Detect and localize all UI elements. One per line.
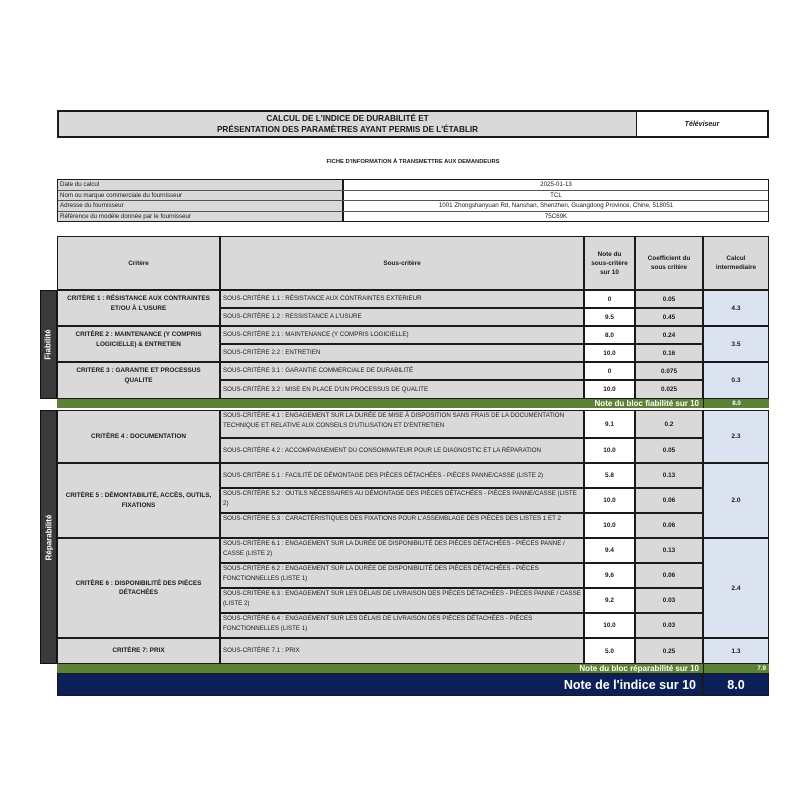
critere-label: CRITÈRE 2 : MAINTENANCE (Y COMPRIS LOGICIELLE) & ENTRETIEN (57, 326, 220, 362)
calcul-intermediaire: 3.5 (703, 326, 769, 362)
header-coef (635, 236, 703, 290)
sous-critere-coef: 0.16 (635, 344, 703, 362)
sous-critere-note: 9.5 (584, 308, 635, 326)
header-note-line: Note du (597, 250, 622, 258)
sous-critere-label: SOUS-CRITÈRE 6.3 : ENGAGEMENT SUR LES DÉLAIS DE LIVRAISON DES PIÈCES DÉTACHÉES - PIÈCES PANNE / CASSE (LISTE 2) (220, 588, 584, 613)
sous-critere-coef: 0.13 (635, 463, 703, 488)
sous-critere-label: SOUS-CRITÈRE 5.2 : OUTILS NÉCESSAIRES AU DÉMONTAGE DES PIÈCES DÉTACHÉES - PIÈCES PANNE/CASSE (LISTE 2) (220, 488, 584, 513)
sous-critere-coef: 0.24 (635, 326, 703, 344)
sous-critere-coef: 0.06 (635, 488, 703, 513)
subtitle: FICHE D'INFORMATION À TRANSMETTRE AUX DEMANDEURS (326, 159, 500, 165)
sous-critere-note: 10.0 (584, 438, 635, 463)
sous-critere-coef: 0.06 (635, 513, 703, 538)
sous-critere-note: 9.6 (584, 563, 635, 588)
sous-critere-coef: 0.025 (635, 380, 703, 399)
sous-critere-note: 0 (584, 362, 635, 380)
sous-critere-coef: 0.06 (635, 563, 703, 588)
sous-critere-coef: 0.05 (635, 290, 703, 308)
sous-critere-label: SOUS-CRITÈRE 1.1 : RÉSISTANCE AUX CONTRAINTES EXTERIEUR (220, 290, 584, 308)
title-line-2: PRÉSENTATION DES PARAMÈTRES AYANT PERMIS DE L'ÉTABLIR (216, 125, 479, 134)
info-label: Adresse du fournisseur (58, 201, 344, 211)
block-total-label-fiabilite: Note du bloc fiabilité sur 10 (57, 399, 703, 408)
sous-critere-label: SOUS-CRITÈRE 3.2 : MISE EN PLACE D'UN PROCESSUS DE QUALITE (220, 380, 584, 399)
calcul-intermediaire: 2.4 (703, 538, 769, 638)
calcul-intermediaire: 2.0 (703, 463, 769, 538)
critere-label: CRITERE 3 : GARANTIE ET PROCESSUS QUALITE (57, 362, 220, 399)
sous-critere-note: 10.0 (584, 513, 635, 538)
critere-label: CRITÈRE 5 : DÉMONTABILITÉ, ACCÈS, OUTILS, FIXATIONS (57, 463, 220, 538)
header-calc (703, 236, 769, 290)
sous-critere-note: 5.8 (584, 463, 635, 488)
header-coef-line: sous critère (650, 264, 688, 271)
header-note-line: sous-critère (591, 259, 628, 267)
sous-critere-note: 10.0 (584, 488, 635, 513)
calcul-intermediaire: 2.3 (703, 410, 769, 463)
sous-critere-label: SOUS-CRITÈRE 2.2 : ENTRETIEN (220, 344, 584, 362)
sous-critere-note: 9.2 (584, 588, 635, 613)
sous-critere-label: SOUS-CRITÈRE 6.2 : ENGAGEMENT SUR LA DURÉE DE DISPONIBILITÉ DES PIÈCES DÉTACHÉES - PIÈCES FONCTIONNELLES (LISTE 1) (220, 563, 584, 588)
sous-critere-coef: 0.13 (635, 538, 703, 563)
sous-critere-coef: 0.03 (635, 613, 703, 638)
header-calc-line: intermediaire (715, 264, 757, 271)
sous-critere-label: SOUS-CRITÈRE 5.1 : FACILITÉ DE DÉMONTAGE DES PIÈCES DÉTACHÉES - PIÈCES PANNE/CASSE (LISTE 2) (220, 463, 584, 488)
calcul-intermediaire: 4.3 (703, 290, 769, 326)
header-sous-critere: Sous-critère (220, 236, 584, 290)
sous-critere-label: SOUS-CRITÈRE 4.1 : ENGAGEMENT SUR LA DURÉE DE MISE À DISPOSITION SANS FRAIS DE LA DOCUMENTATION TECHNIQUE ET RELATIVE AUX CONSEILS D'UTILISATION ET D'ENTRETIEN (220, 410, 584, 438)
sous-critere-note: 10.0 (584, 613, 635, 638)
sous-critere-coef: 0.05 (635, 438, 703, 463)
sous-critere-coef: 0.075 (635, 362, 703, 380)
sous-critere-label: SOUS-CRITÈRE 2.1 : MAINTENANCE (Y COMPRIS LOGICIELLE) (220, 326, 584, 344)
critere-label: CRITÈRE 7: PRIX (57, 638, 220, 664)
sous-critere-note: 9.1 (584, 410, 635, 438)
block-total-value-reparabilite: 7.9 (703, 664, 769, 673)
block-label-reparabilite (40, 410, 57, 664)
sous-critere-coef: 0.03 (635, 588, 703, 613)
sous-critere-note: 10.0 (584, 344, 635, 362)
final-score-value: 8.0 (703, 673, 769, 696)
header-coef-line: Coefficient du (647, 255, 691, 262)
final-score-label: Note de l'indice sur 10 (57, 673, 703, 696)
block-total-value-fiabilite: 8.0 (703, 399, 769, 408)
sous-critere-note: 8.0 (584, 326, 635, 344)
header-critere: Critère (57, 236, 220, 290)
sous-critere-label: SOUS-CRITÈRE 4.2 : ACCOMPAGNEMENT DU CONSOMMATEUR POUR LE DIAGNOSTIC ET LA RÉPARATION (220, 438, 584, 463)
sous-critere-label: SOUS-CRITÈRE 5.3 : CARACTÉRISTIQUES DES FIXATIONS POUR L'ASSEMBLAGE DES PIÈCES DES LISTES 1 ET 2 (220, 513, 584, 538)
title-line-1: CALCUL DE L'INDICE DE DURABILITÉ ET (266, 114, 429, 123)
sous-critere-note: 9.4 (584, 538, 635, 563)
sous-critere-coef: 0.2 (635, 410, 703, 438)
sous-critere-note: 5.0 (584, 638, 635, 664)
header-note (584, 236, 635, 290)
info-value: TCL (344, 191, 768, 201)
info-label: Référence du modèle donnée par le fournisseur (58, 212, 344, 222)
info-value: 2025-01-13 (344, 180, 768, 190)
product-type: Téléviseur (637, 112, 767, 136)
sous-critere-label: SOUS-CRITÈRE 3.1 : GARANTIE COMMERCIALE DE DURABILITÉ (220, 362, 584, 380)
calcul-intermediaire: 1.3 (703, 638, 769, 664)
sous-critere-label: SOUS-CRITÈRE 7.1 : PRIX (220, 638, 584, 664)
block-label-text: Réparabilité (44, 514, 54, 560)
block-total-label-reparabilite: Note du bloc réparabilité sur 10 (57, 664, 703, 673)
header-calc-line: Calcul (726, 255, 746, 262)
sous-critere-note: 10.0 (584, 380, 635, 399)
info-value: 1001 Zhongshanyuan Rd, Nanshan, Shenzhen, Guangdong Province, Chine, 518051 (344, 201, 768, 211)
critere-label: CRITÈRE 6 : DISPONIBILITÉ DES PIÈCES DÉTACHÉES (57, 538, 220, 638)
sous-critere-coef: 0.45 (635, 308, 703, 326)
critere-label: CRITÈRE 1 : RÉSISTANCE AUX CONTRAINTES ET/OU À L'USURE (57, 290, 220, 326)
block-label-text: Fiabilité (44, 329, 54, 360)
calcul-intermediaire: 0.3 (703, 362, 769, 399)
sous-critere-coef: 0.25 (635, 638, 703, 664)
info-value: 75C69K (344, 212, 768, 222)
sous-critere-note: 0 (584, 290, 635, 308)
info-label: Date du calcul (58, 180, 344, 190)
sous-critere-label: SOUS-CRITÈRE 6.4 : ENGAGEMENT SUR LES DÉLAIS DE LIVRAISON DES PIÈCES DÉTACHÉES - PIÈCES FONCTIONNELLES (LISTE 1) (220, 613, 584, 638)
sous-critere-label: SOUS-CRITÈRE 1.2 : RESSISTANCE A L'USURE (220, 308, 584, 326)
sous-critere-label: SOUS-CRITÈRE 6.1 : ENGAGEMENT SUR LA DURÉE DE DISPONIBILITÉ DES PIÈCES DÉTACHÉES - PIÈCES PANNE / CASSE (LISTE 2) (220, 538, 584, 563)
info-label: Nom ou marque commerciale du fournisseur (58, 191, 344, 201)
critere-label: CRITÈRE 4 : DOCUMENTATION (57, 410, 220, 463)
block-label-fiabilite (40, 290, 57, 399)
header-note-line: sur 10 (600, 268, 619, 276)
